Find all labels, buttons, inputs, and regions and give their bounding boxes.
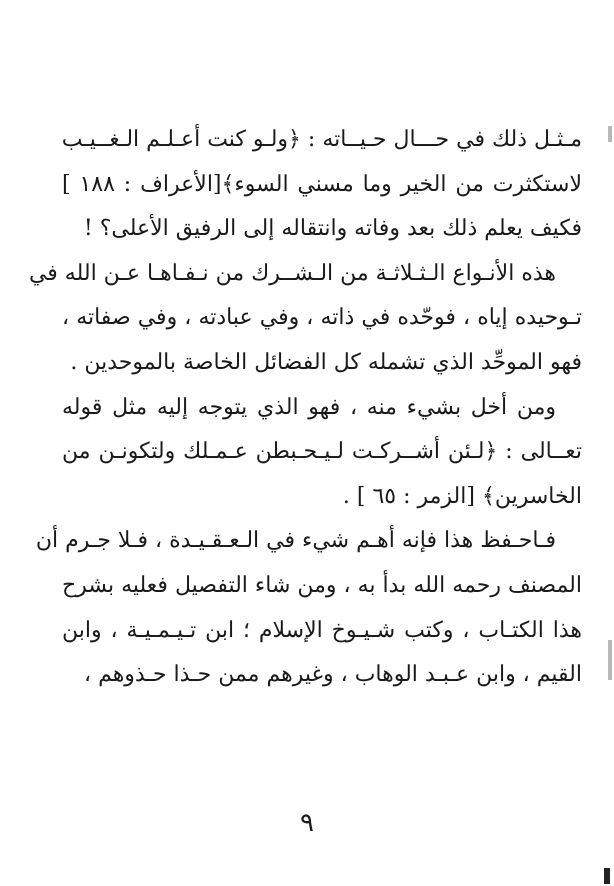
scan-corner-mark: [604, 868, 610, 884]
text-line-10: فـاحـفظ هذا فإنه أهـم شيء في الـعـقـيـدة ، فـلا جـرم أن: [35, 528, 556, 554]
text-line-13: القيم ، وابن عـبـد الوهاب ، وغيرهم ممن حـذا حـذوهم ،: [83, 662, 582, 688]
text-line-6: فهو الموحِّد الذي تشمله كل الفضائل الخاصة بالموحدين .: [70, 349, 582, 375]
text-line-9: الخاسرين﴾ [الزمر : ٦٥ ] .: [342, 483, 582, 509]
text-line-5: تـوحيده إياه ، فوحّده في ذاته ، وفي عبادته ، وفي صفاته ،: [62, 305, 582, 331]
text-line-11: المصنف رحمه الله بدأ به ، ومن شاء التفصيل فعليه بشرح: [62, 572, 582, 598]
page-number: ٩: [300, 808, 314, 838]
text-line-8: تعــالى : ﴿لـئن أشــركـت لـيـحـبطن عـمـلك ولتكونـن من: [62, 439, 582, 465]
text-line-3: فكيف يعلم ذلك بعد وفاته وانتقاله إلى الرفيق الأعلى؟ !: [83, 216, 582, 242]
scan-edge-mark: [608, 640, 612, 680]
text-line-4: هذه الأنـواع الـثـلاثـة من الـشــرك من نـفـاهـا عـن الله في: [28, 260, 556, 286]
text-line-1: مـثـل ذلك في حـــال حـيــاته : ﴿ولـو كنت أعـلـم الـغــيـب: [61, 127, 582, 152]
text-line-2: لاستكثرت من الخير وما مسني السوء﴾[الأعراف : ١٨٨ ]: [62, 171, 582, 197]
scan-edge-mark: [608, 126, 612, 142]
text-line-12: هذا الكتـاب ، وكتب شـيـوخ الإسلام ؛ ابن تـيـمـيـة ، وابن: [62, 617, 582, 643]
text-line-7: ومن أخل بشيء منه ، فهو الذي يتوجه إليه مثل قوله: [62, 394, 556, 420]
page-body: [28, 118, 582, 698]
